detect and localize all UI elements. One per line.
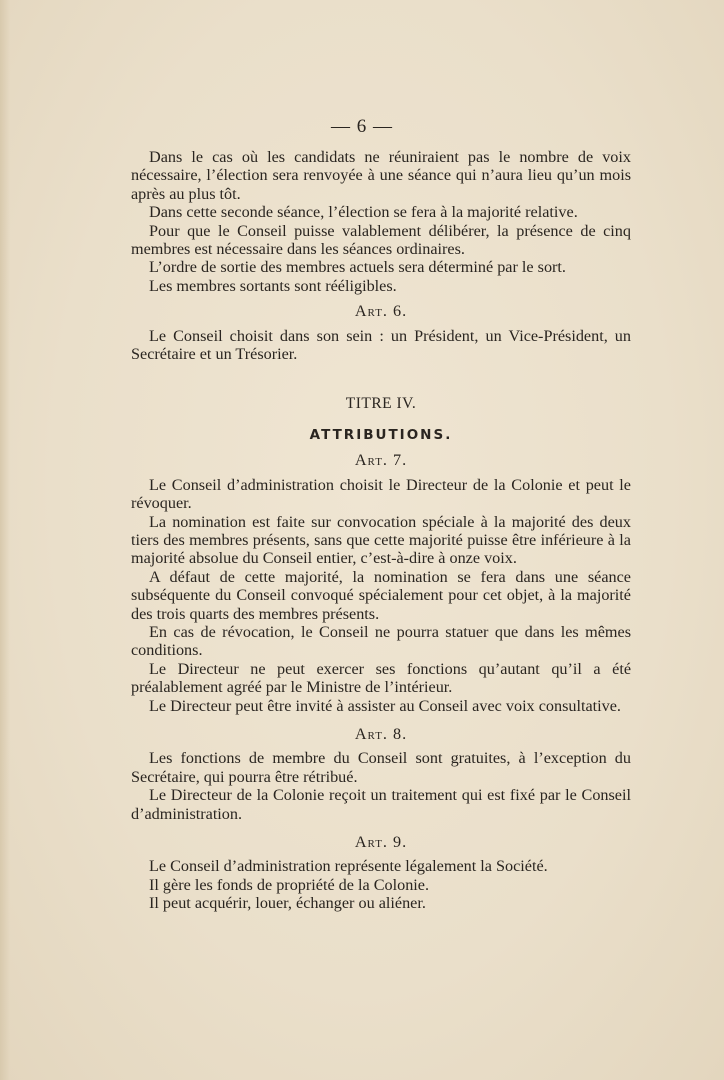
paragraph: Pour que le Conseil puisse valablement délibérer, la présence de cinq membres est nécessaire dans les séances ordinaires.: [131, 221, 631, 259]
page-number: — 6 —: [331, 116, 393, 137]
block-elections: [131, 148, 631, 295]
paragraph: Le Directeur peut être invité à assister au Conseil avec voix consultative.: [149, 696, 621, 715]
article-heading-8: Art. 8.: [354, 724, 408, 743]
article-heading-6: Art. 6.: [354, 302, 408, 321]
paragraph: A défaut de cette majorité, la nomination se fera dans une séance subséquente du Conseil convoqué spécialement pour cet objet, à la majorité des trois quarts des membres présents.: [131, 567, 631, 623]
paragraph: Le Directeur ne peut exercer ses fonctions qu’autant qu’il a été préalablement agréé par le Ministre de l’intérieur.: [131, 659, 631, 697]
paragraph: Dans le cas où les candidats ne réuniraient pas le nombre de voix nécessaire, l’élection sera renvoyée à une séance qui n’aura lieu qu’un mois après au plus tôt.: [131, 148, 631, 203]
paragraph: La nomination est faite sur convocation spéciale à la majorité des deux tiers des membres présents, sans que cette majorité puisse être inférieure à la majorité absolue du Conseil entier, c’est-à-dire à onze voix.: [131, 512, 631, 568]
paragraph: Il peut acquérir, louer, échanger ou aliéner.: [149, 894, 426, 913]
paragraph: Dans cette seconde séance, l’élection se fera à la majorité relative.: [149, 203, 578, 222]
document-body: [131, 148, 631, 913]
article-heading-7: Art. 7.: [354, 451, 408, 470]
paragraph: L’ordre de sortie des membres actuels sera déterminé par le sort.: [149, 258, 566, 277]
paragraph: En cas de révocation, le Conseil ne pourra statuer que dans les mêmes conditions.: [131, 622, 631, 660]
paragraph: Le Conseil d’administration choisit le Directeur de la Colonie et peut le révoquer.: [131, 475, 631, 513]
page-edge: [0, 0, 10, 1080]
section-subtitle: ATTRIBUTIONS.: [309, 426, 453, 443]
paragraph: Le Directeur de la Colonie reçoit un traitement qui est fixé par le Conseil d’administration.: [131, 786, 631, 823]
paragraph: Les membres sortants sont rééligibles.: [149, 276, 397, 295]
paragraph: Le Conseil d’administration représente légalement la Société.: [149, 857, 548, 876]
article-heading-9: Art. 9.: [354, 833, 408, 851]
paragraph: Le Conseil choisit dans son sein : un Président, un Vice-Président, un Secrétaire et un Trésorier.: [131, 326, 631, 364]
paragraph: Les fonctions de membre du Conseil sont gratuites, à l’exception du Secrétaire, qui pourra être rétribué.: [131, 749, 631, 786]
paragraph: Il gère les fonds de propriété de la Colonie.: [149, 875, 430, 894]
title-heading: TITRE IV.: [345, 395, 417, 413]
